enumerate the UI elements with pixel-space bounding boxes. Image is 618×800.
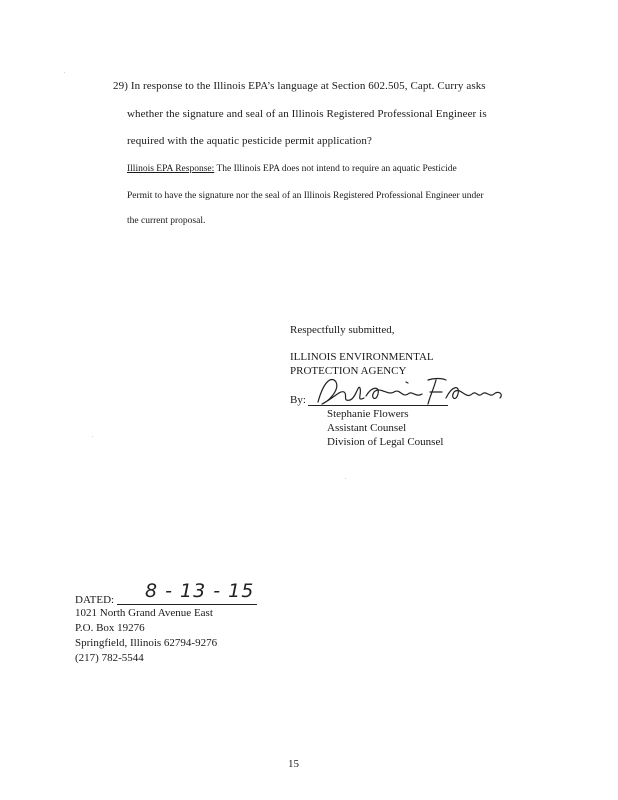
scan-speck [92, 436, 93, 437]
response-line-1 [127, 164, 457, 174]
dated-label: DATED: [75, 594, 115, 606]
response-line-1-text: The Illinois EPA does not intend to require an aquatic Pesticide [214, 164, 457, 174]
scan-speck [64, 72, 65, 73]
closing-text: Respectfully submitted, [290, 324, 395, 336]
response-line-2: Permit to have the signature nor the seal of an Illinois Registered Professional Engineer under [127, 191, 484, 201]
address-street: 1021 North Grand Avenue East [75, 607, 213, 619]
handwritten-signature [310, 372, 510, 412]
response-label: Illinois EPA Response: [127, 164, 215, 174]
agency-name-line-2: PROTECTION AGENCY [290, 365, 407, 377]
question-line-3: required with the aquatic pesticide permit application? [127, 135, 372, 147]
signer-title: Assistant Counsel [327, 422, 407, 434]
signer-name: Stephanie Flowers [327, 408, 409, 420]
address-po-box: P.O. Box 19276 [75, 622, 145, 634]
signer-division: Division of Legal Counsel [327, 436, 444, 448]
handwritten-date: 8 - 13 - 15 [145, 580, 255, 602]
by-label: By: [290, 394, 306, 406]
response-line-3: the current proposal. [127, 216, 206, 226]
page-number: 15 [288, 758, 299, 770]
question-line-2: whether the signature and seal of an Illinois Registered Professional Engineer is [127, 108, 487, 120]
address-city: Springfield, Illinois 62794-9276 [75, 637, 218, 649]
agency-name-line-1: ILLINOIS ENVIRONMENTAL [290, 351, 434, 363]
date-line [117, 604, 257, 605]
address-phone: (217) 782-5544 [75, 652, 144, 664]
question-line-1: 29) In response to the Illinois EPA’s language at Section 602.505, Capt. Curry asks [113, 80, 486, 92]
scan-speck [345, 478, 346, 479]
